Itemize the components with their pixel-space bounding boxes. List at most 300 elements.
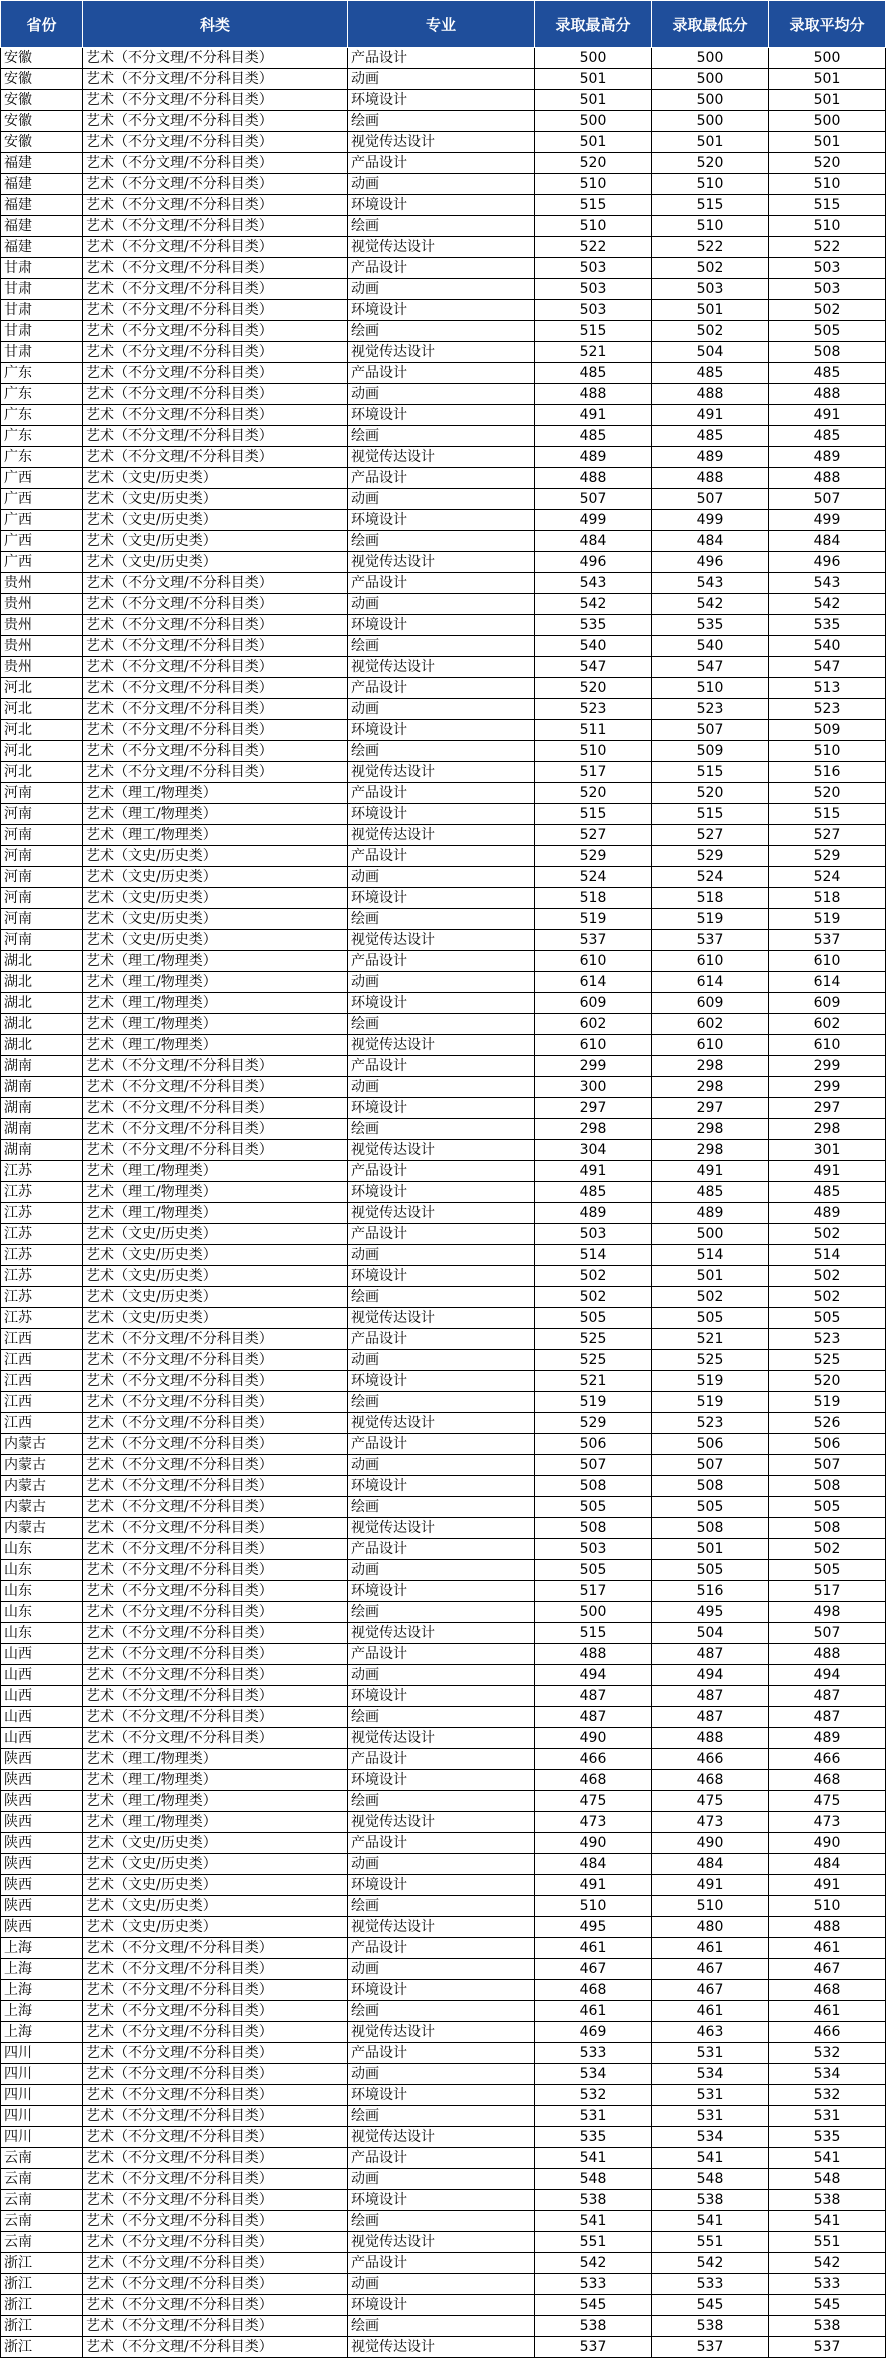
major-cell: 绘画 xyxy=(348,111,535,132)
avg-score-cell: 534 xyxy=(769,2064,886,2085)
major-cell: 视觉传达设计 xyxy=(348,1140,535,1161)
min-score-cell: 501 xyxy=(652,132,769,153)
avg-score-cell: 505 xyxy=(769,1560,886,1581)
avg-score-cell: 467 xyxy=(769,1959,886,1980)
province-cell: 河北 xyxy=(1,762,83,783)
avg-score-cell: 543 xyxy=(769,573,886,594)
province-cell: 浙江 xyxy=(1,2337,83,2358)
major-cell: 视觉传达设计 xyxy=(348,447,535,468)
table-row xyxy=(1,195,886,216)
avg-score-cell: 526 xyxy=(769,1413,886,1434)
avg-score-cell: 527 xyxy=(769,825,886,846)
max-score-cell: 500 xyxy=(535,111,652,132)
min-score-cell: 488 xyxy=(652,384,769,405)
province-cell: 上海 xyxy=(1,1980,83,2001)
avg-score-cell: 535 xyxy=(769,2127,886,2148)
max-score-cell: 519 xyxy=(535,1392,652,1413)
header-max-score: 录取最高分 xyxy=(535,1,652,48)
major-cell: 绘画 xyxy=(348,741,535,762)
category-cell: 艺术（不分文理/不分科目类） xyxy=(83,1560,348,1581)
category-cell: 艺术（不分文理/不分科目类） xyxy=(83,1392,348,1413)
major-cell: 环境设计 xyxy=(348,1770,535,1791)
avg-score-cell: 298 xyxy=(769,1119,886,1140)
max-score-cell: 614 xyxy=(535,972,652,993)
table-row xyxy=(1,1056,886,1077)
province-cell: 安徽 xyxy=(1,132,83,153)
table-row xyxy=(1,1161,886,1182)
max-score-cell: 609 xyxy=(535,993,652,1014)
table-row xyxy=(1,1224,886,1245)
major-cell: 产品设计 xyxy=(348,1056,535,1077)
avg-score-cell: 502 xyxy=(769,1539,886,1560)
max-score-cell: 484 xyxy=(535,531,652,552)
min-score-cell: 522 xyxy=(652,237,769,258)
max-score-cell: 461 xyxy=(535,1938,652,1959)
province-cell: 河南 xyxy=(1,846,83,867)
table-row xyxy=(1,1182,886,1203)
min-score-cell: 542 xyxy=(652,594,769,615)
province-cell: 云南 xyxy=(1,2211,83,2232)
max-score-cell: 537 xyxy=(535,2337,652,2358)
province-cell: 湖南 xyxy=(1,1098,83,1119)
table-row xyxy=(1,1707,886,1728)
major-cell: 绘画 xyxy=(348,636,535,657)
province-cell: 安徽 xyxy=(1,90,83,111)
min-score-cell: 491 xyxy=(652,1161,769,1182)
category-cell: 艺术（不分文理/不分科目类） xyxy=(83,762,348,783)
avg-score-cell: 520 xyxy=(769,1371,886,1392)
province-cell: 四川 xyxy=(1,2106,83,2127)
table-row xyxy=(1,111,886,132)
max-score-cell: 538 xyxy=(535,2190,652,2211)
avg-score-cell: 516 xyxy=(769,762,886,783)
avg-score-cell: 506 xyxy=(769,1434,886,1455)
max-score-cell: 533 xyxy=(535,2274,652,2295)
province-cell: 甘肃 xyxy=(1,258,83,279)
table-row xyxy=(1,888,886,909)
province-cell: 湖北 xyxy=(1,1035,83,1056)
min-score-cell: 534 xyxy=(652,2127,769,2148)
table-row xyxy=(1,615,886,636)
max-score-cell: 510 xyxy=(535,174,652,195)
table-row xyxy=(1,300,886,321)
table-row xyxy=(1,2127,886,2148)
max-score-cell: 610 xyxy=(535,951,652,972)
min-score-cell: 488 xyxy=(652,468,769,489)
province-cell: 山东 xyxy=(1,1560,83,1581)
avg-score-cell: 461 xyxy=(769,1938,886,1959)
min-score-cell: 501 xyxy=(652,1539,769,1560)
major-cell: 动画 xyxy=(348,1077,535,1098)
major-cell: 环境设计 xyxy=(348,510,535,531)
major-cell: 产品设计 xyxy=(348,48,535,69)
avg-score-cell: 537 xyxy=(769,2337,886,2358)
major-cell: 动画 xyxy=(348,1560,535,1581)
category-cell: 艺术（不分文理/不分科目类） xyxy=(83,2001,348,2022)
table-row xyxy=(1,1077,886,1098)
table-row xyxy=(1,258,886,279)
max-score-cell: 461 xyxy=(535,2001,652,2022)
max-score-cell: 466 xyxy=(535,1749,652,1770)
major-cell: 环境设计 xyxy=(348,1182,535,1203)
avg-score-cell: 515 xyxy=(769,804,886,825)
category-cell: 艺术（理工/物理类） xyxy=(83,951,348,972)
max-score-cell: 517 xyxy=(535,1581,652,1602)
table-row xyxy=(1,1791,886,1812)
province-cell: 福建 xyxy=(1,174,83,195)
table-row xyxy=(1,2001,886,2022)
category-cell: 艺术（不分文理/不分科目类） xyxy=(83,1056,348,1077)
province-cell: 河北 xyxy=(1,699,83,720)
province-cell: 安徽 xyxy=(1,111,83,132)
major-cell: 环境设计 xyxy=(348,300,535,321)
max-score-cell: 543 xyxy=(535,573,652,594)
major-cell: 产品设计 xyxy=(348,846,535,867)
table-row xyxy=(1,1014,886,1035)
category-cell: 艺术（不分文理/不分科目类） xyxy=(83,1959,348,1980)
province-cell: 陕西 xyxy=(1,1896,83,1917)
avg-score-cell: 520 xyxy=(769,153,886,174)
category-cell: 艺术（文史/历史类） xyxy=(83,531,348,552)
avg-score-cell: 508 xyxy=(769,1476,886,1497)
table-row xyxy=(1,405,886,426)
category-cell: 艺术（文史/历史类） xyxy=(83,1224,348,1245)
major-cell: 绘画 xyxy=(348,531,535,552)
max-score-cell: 521 xyxy=(535,342,652,363)
major-cell: 视觉传达设计 xyxy=(348,1917,535,1938)
category-cell: 艺术（不分文理/不分科目类） xyxy=(83,2274,348,2295)
avg-score-cell: 485 xyxy=(769,426,886,447)
min-score-cell: 541 xyxy=(652,2148,769,2169)
max-score-cell: 520 xyxy=(535,678,652,699)
table-row xyxy=(1,90,886,111)
avg-score-cell: 541 xyxy=(769,2148,886,2169)
max-score-cell: 508 xyxy=(535,1518,652,1539)
major-cell: 产品设计 xyxy=(348,1938,535,1959)
category-cell: 艺术（文史/历史类） xyxy=(83,1245,348,1266)
max-score-cell: 491 xyxy=(535,1875,652,1896)
table-row xyxy=(1,447,886,468)
min-score-cell: 543 xyxy=(652,573,769,594)
category-cell: 艺术（不分文理/不分科目类） xyxy=(83,1098,348,1119)
min-score-cell: 461 xyxy=(652,2001,769,2022)
major-cell: 产品设计 xyxy=(348,1161,535,1182)
province-cell: 河南 xyxy=(1,888,83,909)
max-score-cell: 487 xyxy=(535,1686,652,1707)
province-cell: 上海 xyxy=(1,1959,83,1980)
major-cell: 产品设计 xyxy=(348,1329,535,1350)
major-cell: 动画 xyxy=(348,279,535,300)
major-cell: 绘画 xyxy=(348,1119,535,1140)
avg-score-cell: 491 xyxy=(769,1875,886,1896)
min-score-cell: 501 xyxy=(652,300,769,321)
avg-score-cell: 494 xyxy=(769,1665,886,1686)
table-row xyxy=(1,1749,886,1770)
major-cell: 环境设计 xyxy=(348,1098,535,1119)
max-score-cell: 542 xyxy=(535,594,652,615)
min-score-cell: 480 xyxy=(652,1917,769,1938)
avg-score-cell: 524 xyxy=(769,867,886,888)
major-cell: 动画 xyxy=(348,1665,535,1686)
category-cell: 艺术（不分文理/不分科目类） xyxy=(83,1413,348,1434)
max-score-cell: 505 xyxy=(535,1497,652,1518)
province-cell: 山西 xyxy=(1,1686,83,1707)
province-cell: 江苏 xyxy=(1,1308,83,1329)
min-score-cell: 494 xyxy=(652,1665,769,1686)
major-cell: 绘画 xyxy=(348,2316,535,2337)
major-cell: 绘画 xyxy=(348,426,535,447)
table-row xyxy=(1,2316,886,2337)
table-row xyxy=(1,2337,886,2358)
province-cell: 内蒙古 xyxy=(1,1497,83,1518)
max-score-cell: 521 xyxy=(535,1371,652,1392)
province-cell: 江苏 xyxy=(1,1287,83,1308)
major-cell: 环境设计 xyxy=(348,195,535,216)
max-score-cell: 507 xyxy=(535,1455,652,1476)
category-cell: 艺术（文史/历史类） xyxy=(83,1287,348,1308)
province-cell: 甘肃 xyxy=(1,279,83,300)
min-score-cell: 485 xyxy=(652,426,769,447)
category-cell: 艺术（不分文理/不分科目类） xyxy=(83,1140,348,1161)
province-cell: 广东 xyxy=(1,447,83,468)
min-score-cell: 538 xyxy=(652,2190,769,2211)
category-cell: 艺术（不分文理/不分科目类） xyxy=(83,1119,348,1140)
max-score-cell: 522 xyxy=(535,237,652,258)
category-cell: 艺术（不分文理/不分科目类） xyxy=(83,1686,348,1707)
major-cell: 动画 xyxy=(348,1854,535,1875)
max-score-cell: 490 xyxy=(535,1833,652,1854)
max-score-cell: 484 xyxy=(535,1854,652,1875)
category-cell: 艺术（不分文理/不分科目类） xyxy=(83,1455,348,1476)
major-cell: 产品设计 xyxy=(348,1644,535,1665)
category-cell: 艺术（不分文理/不分科目类） xyxy=(83,615,348,636)
category-cell: 艺术（不分文理/不分科目类） xyxy=(83,216,348,237)
province-cell: 陕西 xyxy=(1,1875,83,1896)
max-score-cell: 488 xyxy=(535,384,652,405)
min-score-cell: 537 xyxy=(652,930,769,951)
category-cell: 艺术（不分文理/不分科目类） xyxy=(83,657,348,678)
min-score-cell: 502 xyxy=(652,321,769,342)
province-cell: 河南 xyxy=(1,783,83,804)
category-cell: 艺术（不分文理/不分科目类） xyxy=(83,342,348,363)
table-row xyxy=(1,825,886,846)
max-score-cell: 510 xyxy=(535,741,652,762)
major-cell: 视觉传达设计 xyxy=(348,825,535,846)
province-cell: 浙江 xyxy=(1,2295,83,2316)
min-score-cell: 542 xyxy=(652,2253,769,2274)
avg-score-cell: 507 xyxy=(769,489,886,510)
major-cell: 环境设计 xyxy=(348,2295,535,2316)
major-cell: 产品设计 xyxy=(348,1434,535,1455)
max-score-cell: 490 xyxy=(535,1728,652,1749)
table-row xyxy=(1,594,886,615)
major-cell: 环境设计 xyxy=(348,1476,535,1497)
max-score-cell: 602 xyxy=(535,1014,652,1035)
province-cell: 上海 xyxy=(1,2022,83,2043)
max-score-cell: 545 xyxy=(535,2295,652,2316)
table-row xyxy=(1,2022,886,2043)
min-score-cell: 507 xyxy=(652,1455,769,1476)
major-cell: 绘画 xyxy=(348,1497,535,1518)
category-cell: 艺术（不分文理/不分科目类） xyxy=(83,48,348,69)
category-cell: 艺术（文史/历史类） xyxy=(83,1896,348,1917)
max-score-cell: 501 xyxy=(535,90,652,111)
avg-score-cell: 538 xyxy=(769,2190,886,2211)
category-cell: 艺术（不分文理/不分科目类） xyxy=(83,636,348,657)
category-cell: 艺术（不分文理/不分科目类） xyxy=(83,279,348,300)
min-score-cell: 525 xyxy=(652,1350,769,1371)
min-score-cell: 503 xyxy=(652,279,769,300)
min-score-cell: 524 xyxy=(652,867,769,888)
min-score-cell: 515 xyxy=(652,762,769,783)
category-cell: 艺术（不分文理/不分科目类） xyxy=(83,1434,348,1455)
min-score-cell: 523 xyxy=(652,1413,769,1434)
max-score-cell: 531 xyxy=(535,2106,652,2127)
province-cell: 陕西 xyxy=(1,1791,83,1812)
province-cell: 安徽 xyxy=(1,69,83,90)
avg-score-cell: 491 xyxy=(769,1161,886,1182)
province-cell: 浙江 xyxy=(1,2316,83,2337)
min-score-cell: 519 xyxy=(652,909,769,930)
category-cell: 艺术（不分文理/不分科目类） xyxy=(83,153,348,174)
avg-score-cell: 545 xyxy=(769,2295,886,2316)
max-score-cell: 505 xyxy=(535,1560,652,1581)
table-row xyxy=(1,321,886,342)
min-score-cell: 463 xyxy=(652,2022,769,2043)
min-score-cell: 500 xyxy=(652,69,769,90)
min-score-cell: 467 xyxy=(652,1959,769,1980)
major-cell: 绘画 xyxy=(348,2001,535,2022)
major-cell: 视觉传达设计 xyxy=(348,1518,535,1539)
table-row xyxy=(1,678,886,699)
avg-score-cell: 531 xyxy=(769,2106,886,2127)
avg-score-cell: 489 xyxy=(769,1728,886,1749)
category-cell: 艺术（文史/历史类） xyxy=(83,489,348,510)
province-cell: 云南 xyxy=(1,2232,83,2253)
category-cell: 艺术（不分文理/不分科目类） xyxy=(83,2232,348,2253)
major-cell: 绘画 xyxy=(348,1602,535,1623)
table-row xyxy=(1,69,886,90)
max-score-cell: 499 xyxy=(535,510,652,531)
min-score-cell: 535 xyxy=(652,615,769,636)
avg-score-cell: 542 xyxy=(769,2253,886,2274)
min-score-cell: 510 xyxy=(652,1896,769,1917)
max-score-cell: 299 xyxy=(535,1056,652,1077)
min-score-cell: 518 xyxy=(652,888,769,909)
avg-score-cell: 517 xyxy=(769,1581,886,1602)
category-cell: 艺术（不分文理/不分科目类） xyxy=(83,1077,348,1098)
max-score-cell: 485 xyxy=(535,363,652,384)
min-score-cell: 500 xyxy=(652,1224,769,1245)
avg-score-cell: 468 xyxy=(769,1770,886,1791)
table-row xyxy=(1,1350,886,1371)
max-score-cell: 517 xyxy=(535,762,652,783)
major-cell: 动画 xyxy=(348,867,535,888)
major-cell: 产品设计 xyxy=(348,1749,535,1770)
major-cell: 视觉传达设计 xyxy=(348,132,535,153)
province-cell: 陕西 xyxy=(1,1917,83,1938)
avg-score-cell: 301 xyxy=(769,1140,886,1161)
avg-score-cell: 514 xyxy=(769,1245,886,1266)
min-score-cell: 545 xyxy=(652,2295,769,2316)
table-row xyxy=(1,1854,886,1875)
max-score-cell: 542 xyxy=(535,2253,652,2274)
category-cell: 艺术（文史/历史类） xyxy=(83,846,348,867)
table-row xyxy=(1,1539,886,1560)
category-cell: 艺术（理工/物理类） xyxy=(83,972,348,993)
min-score-cell: 514 xyxy=(652,1245,769,1266)
table-row xyxy=(1,153,886,174)
avg-score-cell: 488 xyxy=(769,1917,886,1938)
min-score-cell: 509 xyxy=(652,741,769,762)
category-cell: 艺术（不分文理/不分科目类） xyxy=(83,741,348,762)
table-row xyxy=(1,279,886,300)
major-cell: 产品设计 xyxy=(348,783,535,804)
min-score-cell: 537 xyxy=(652,2337,769,2358)
category-cell: 艺术（不分文理/不分科目类） xyxy=(83,321,348,342)
category-cell: 艺术（文史/历史类） xyxy=(83,1266,348,1287)
max-score-cell: 503 xyxy=(535,300,652,321)
major-cell: 动画 xyxy=(348,489,535,510)
table-row xyxy=(1,216,886,237)
province-cell: 内蒙古 xyxy=(1,1455,83,1476)
province-cell: 四川 xyxy=(1,2043,83,2064)
major-cell: 动画 xyxy=(348,699,535,720)
avg-score-cell: 466 xyxy=(769,2022,886,2043)
major-cell: 环境设计 xyxy=(348,888,535,909)
major-cell: 绘画 xyxy=(348,1896,535,1917)
category-cell: 艺术（不分文理/不分科目类） xyxy=(83,2253,348,2274)
max-score-cell: 537 xyxy=(535,930,652,951)
province-cell: 山东 xyxy=(1,1602,83,1623)
avg-score-cell: 502 xyxy=(769,1266,886,1287)
min-score-cell: 467 xyxy=(652,1980,769,2001)
avg-score-cell: 510 xyxy=(769,174,886,195)
avg-score-cell: 541 xyxy=(769,2211,886,2232)
avg-score-cell: 523 xyxy=(769,699,886,720)
major-cell: 环境设计 xyxy=(348,2085,535,2106)
table-row xyxy=(1,1308,886,1329)
major-cell: 视觉传达设计 xyxy=(348,1812,535,1833)
category-cell: 艺术（不分文理/不分科目类） xyxy=(83,2064,348,2085)
table-row xyxy=(1,384,886,405)
table-row xyxy=(1,1917,886,1938)
province-cell: 福建 xyxy=(1,153,83,174)
table-row xyxy=(1,342,886,363)
table-row xyxy=(1,1833,886,1854)
max-score-cell: 475 xyxy=(535,1791,652,1812)
min-score-cell: 510 xyxy=(652,174,769,195)
table-row xyxy=(1,1371,886,1392)
avg-score-cell: 501 xyxy=(769,69,886,90)
avg-score-cell: 507 xyxy=(769,1455,886,1476)
major-cell: 视觉传达设计 xyxy=(348,2232,535,2253)
province-cell: 甘肃 xyxy=(1,321,83,342)
province-cell: 河北 xyxy=(1,720,83,741)
province-cell: 云南 xyxy=(1,2169,83,2190)
major-cell: 绘画 xyxy=(348,1392,535,1413)
table-row xyxy=(1,1119,886,1140)
min-score-cell: 298 xyxy=(652,1077,769,1098)
category-cell: 艺术（不分文理/不分科目类） xyxy=(83,1602,348,1623)
avg-score-cell: 509 xyxy=(769,720,886,741)
max-score-cell: 300 xyxy=(535,1077,652,1098)
category-cell: 艺术（不分文理/不分科目类） xyxy=(83,1539,348,1560)
major-cell: 视觉传达设计 xyxy=(348,1623,535,1644)
major-cell: 视觉传达设计 xyxy=(348,2337,535,2358)
category-cell: 艺术（理工/物理类） xyxy=(83,993,348,1014)
province-cell: 上海 xyxy=(1,1938,83,1959)
